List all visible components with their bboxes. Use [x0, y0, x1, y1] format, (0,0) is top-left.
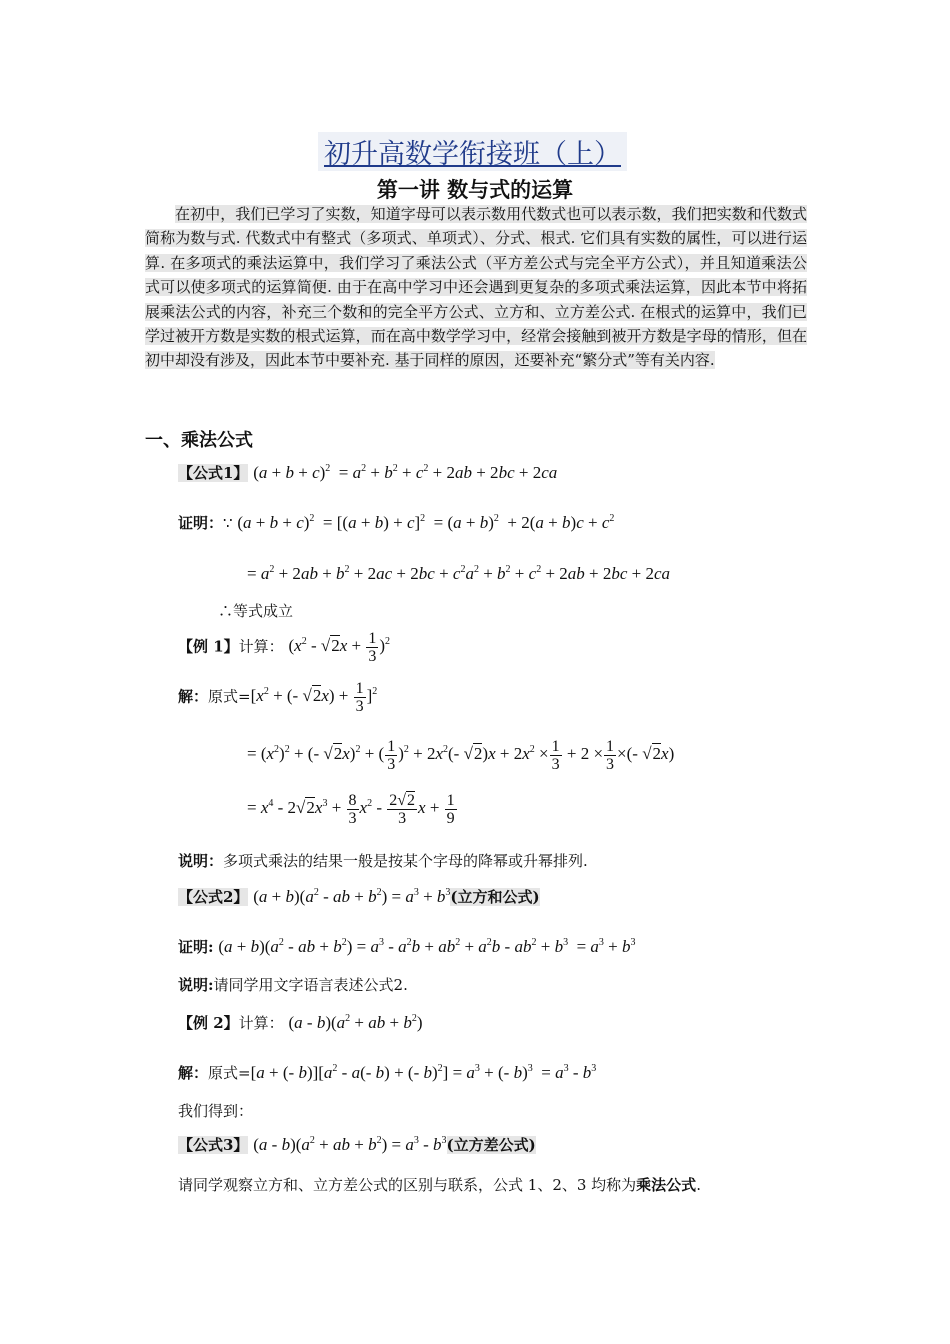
final-end: .: [696, 1176, 701, 1194]
lecture-subtitle: 第一讲 数与式的运算: [376, 177, 574, 202]
example2-line: [178, 1012, 423, 1033]
final-text: 请同学观察立方和、立方差公式的区别与联系，公式 1、2、3 均称为: [178, 1176, 637, 1194]
example1-math: ($x^2 - √2x$ + $\frac{1}{3}$ )$^2$: [288, 630, 390, 665]
note1-line: [178, 850, 588, 871]
formula1-line: [178, 462, 557, 483]
therefore-line: ∴等式成立: [218, 602, 294, 620]
solution1-math2: = $(x^2)^2$ + (- √2x)$^2$ + ( $\frac{1}{3}$ )$^2 + 2x^2(-$ $√2)x + 2x^2$ × $\frac{1}{3}$ + 2 × $\frac{1}{3}$ ×(- √2x): [247, 738, 675, 773]
formula2-label: 【公式2】: [178, 888, 249, 906]
solution-label: 解：: [178, 687, 209, 706]
solution1-math: [$x^2$ + (- √2x) + $\frac{1}{3}$ ]$^2$: [250, 680, 378, 715]
formula3-math: $(a - b)(a^2$ + ab + $b^2) = a^3 - b^3$: [253, 1135, 447, 1154]
original-label: 原式=: [208, 687, 251, 706]
intro-text: 在初中，我们已学习了实数，知道字母可以表示数用代数式也可以表示数，我们把实数和代数式简称为数与式. 代数式中有整式（多项式、单项式）、分式、根式. 它们具有实数的属性，可以进行运算. 在多项式的乘法运算中，我们学习了乘法公式（平方差公式与完全平方公式），并且知道乘法公式可以使多项式的运算简便. 由于在高中学习中还会遇到更复杂的多项式乘法运算，因此本节中将拓展乘法公式的内容，补充三个数和的完全平方公式、立方和、立方差公式. 在根式的运算中，我们已学过被开方数是实数的根式运算，而在高中数学学习中，经常会接触到被开方数是字母的情形，但在初中却没有涉及，因此本节中要补充. 基于同样的原因，还要补充“繁分式”等有关内容.: [145, 205, 807, 370]
we-get-line: 我们得到：: [178, 1102, 254, 1120]
example2-math: $(a - b)(a^2$ + ab + $b^2$): [288, 1013, 423, 1032]
example1-line: [178, 630, 390, 665]
proof2-math: $(a + b)(a^2$ - ab + $b^2) = a^3 - a^2b + ab^2 + a^2b - ab^2 + b^3 = a^3 + b^3$: [218, 937, 636, 956]
compute-label: 计算：: [238, 637, 284, 656]
solution1-step2: [247, 738, 674, 773]
formula1-math: $(a + b + c)^2 = a^2 + b^2 + c^2 + 2ab + 2bc + 2ca$: [253, 463, 558, 482]
proof1-line2: [247, 564, 670, 584]
note1-text: 多项式乘法的结果一般是按某个字母的降幂或升幂排列.: [223, 852, 588, 870]
final-bold: 乘法公式: [636, 1176, 697, 1194]
proof2-label: 证明:: [178, 938, 214, 956]
formula2-math: $(a + b)(a^2$ - ab + $b^2) = a^3 + b^3$: [253, 887, 451, 906]
final-line: [178, 1174, 701, 1195]
solution2-math: [a + (- $b)][a^2 - a(-$ b) + (- $b)^2] = a^3$ + (- $b)^3 = a^3 - b^3$: [250, 1063, 597, 1082]
intro-paragraph: [145, 202, 807, 373]
solution1-step3: [247, 792, 458, 827]
proof2-line: [178, 936, 636, 957]
proof1-line: [178, 512, 614, 533]
solution2-label: 解：: [178, 1064, 209, 1082]
cube-sum-label: (立方和公式): [450, 888, 540, 906]
note2-text: 请同学用文字语言表述公式2.: [213, 976, 408, 994]
proof-label: 证明：: [178, 514, 224, 532]
solution1-math3: = $x^4 - 2√2x^3$ + $\frac{8}{3}$ $x^2$ - $\frac{2√2}{3}$ x + $\frac{1}{9}$: [247, 792, 455, 827]
example2-label: 【例 2】: [178, 1014, 239, 1032]
solution2-line: [178, 1062, 596, 1083]
cube-diff-label: (立方差公式): [446, 1136, 536, 1154]
section-heading-multiplication-formulas: 一、乘法公式: [145, 430, 253, 451]
formula1-label: 【公式1】: [178, 464, 249, 482]
note2-line: [178, 974, 408, 995]
note-label: 说明：: [178, 852, 224, 870]
formula2-line: [178, 886, 540, 907]
page-title: 初升高数学衔接班（上）: [318, 132, 627, 171]
formula3-label: 【公式3】: [178, 1136, 249, 1154]
note2-label: 说明:: [178, 976, 214, 994]
proof1-math: $(a + b + c)^2 = [(a + b) + c]^2 = (a + b)^2 + 2(a + b)c + c^2$: [237, 513, 615, 532]
proof1-math2: = $a^2 + 2ab + b^2 + 2ac + 2bc + c^2a^2 + b^2 + c^2 + 2ab + 2bc + 2ca$: [247, 564, 671, 583]
solution1-line: [178, 680, 377, 715]
because-symbol: ∵: [223, 514, 233, 532]
example1-label: 【例 1】: [178, 637, 239, 656]
compute-label-2: 计算：: [238, 1014, 284, 1032]
original2-label: 原式=: [208, 1064, 251, 1082]
formula3-line: [178, 1134, 536, 1155]
